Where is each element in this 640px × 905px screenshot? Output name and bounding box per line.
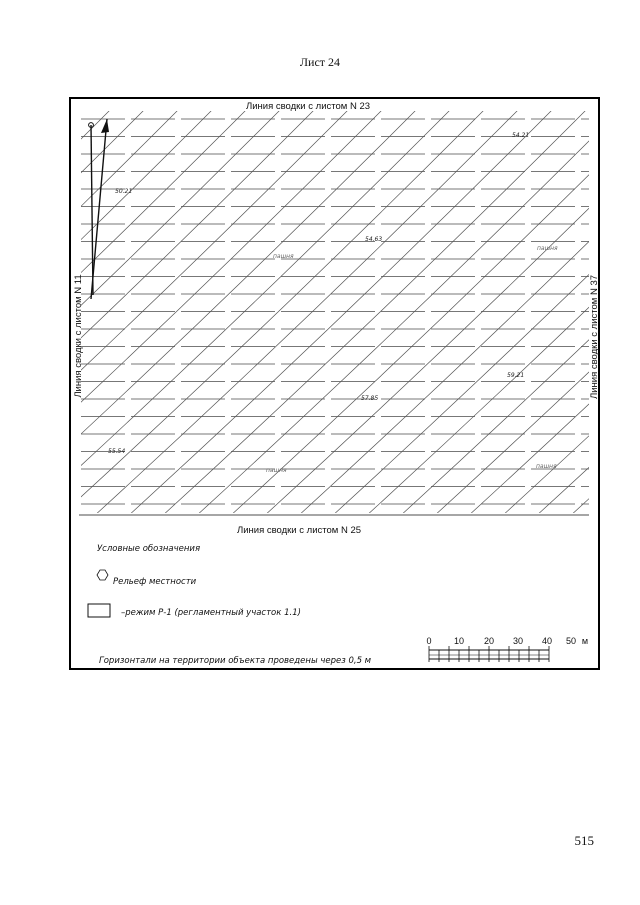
scale-ticks: [429, 646, 549, 662]
contour-line: [0, 105, 387, 517]
contour-line: [0, 105, 285, 517]
contour-line: [127, 105, 557, 517]
contour-line: [0, 105, 81, 517]
contour-line: [0, 105, 353, 517]
page-number: 515: [574, 833, 594, 848]
contour-line: [93, 105, 523, 517]
contour-line: [263, 105, 640, 517]
map-svg: [71, 99, 598, 668]
contour-line: [0, 105, 421, 517]
legend-zone-label: –режим Р-1 (регламентный участок 1.1): [121, 608, 301, 618]
contour-line: [467, 105, 640, 517]
contour-line: [399, 105, 640, 517]
contour-line: [195, 105, 625, 517]
elevation-mark: 50.21: [115, 188, 133, 195]
contour-line: [0, 105, 319, 517]
field-grid: [81, 119, 589, 504]
contour-line: [433, 105, 640, 517]
scale-label: 10: [453, 636, 465, 646]
summary-line-bottom: Линия сводки с листом N 25: [236, 525, 362, 536]
relief-icon: [97, 570, 108, 580]
contour-line: [0, 105, 115, 517]
contour-line: [569, 105, 640, 517]
scale-label: 20: [483, 636, 495, 646]
contour-interval-note: Горизонтали на территории объекта проведены через 0,5 м: [99, 656, 372, 666]
contour-lines: [0, 105, 640, 517]
legend-title: Условные обозначения: [97, 544, 201, 554]
scale-label: 50: [565, 636, 577, 646]
cultivation-label: пашня: [273, 253, 294, 260]
scale-label: 40: [541, 636, 553, 646]
elevation-mark: 54.21: [512, 132, 530, 139]
summary-line-left: Линия сводки с листом N 11: [73, 274, 84, 398]
sheet-title: Лист 24: [299, 55, 341, 69]
contour-line: [0, 105, 217, 517]
contour-line: [501, 105, 640, 517]
summary-line-top: Линия сводки с листом N 23: [245, 101, 371, 112]
north-arrow-icon: [89, 119, 109, 299]
scale-label: 30: [512, 636, 524, 646]
scale-label: 0: [426, 636, 432, 646]
contour-line: [59, 105, 489, 517]
cultivation-label: пашня: [537, 245, 558, 252]
cultivation-label: пашня: [536, 463, 557, 470]
elevation-mark: 54.63: [365, 236, 383, 243]
summary-line-right: Линия сводки с листом N 37: [589, 274, 600, 400]
map-frame: [69, 97, 600, 670]
contour-line: [0, 105, 251, 517]
contour-line: [25, 105, 455, 517]
legend-relief-label: Рельеф местности: [113, 577, 197, 587]
elevation-mark: 57.85: [361, 395, 379, 402]
contour-line: [161, 105, 591, 517]
scale-unit: м: [581, 636, 589, 646]
cultivation-label: пашня: [266, 467, 287, 474]
zone-rectangle-icon: [88, 604, 110, 617]
elevation-mark: 59.21: [507, 372, 525, 379]
elevation-mark: 55.54: [108, 448, 126, 455]
contour-line: [603, 105, 640, 517]
